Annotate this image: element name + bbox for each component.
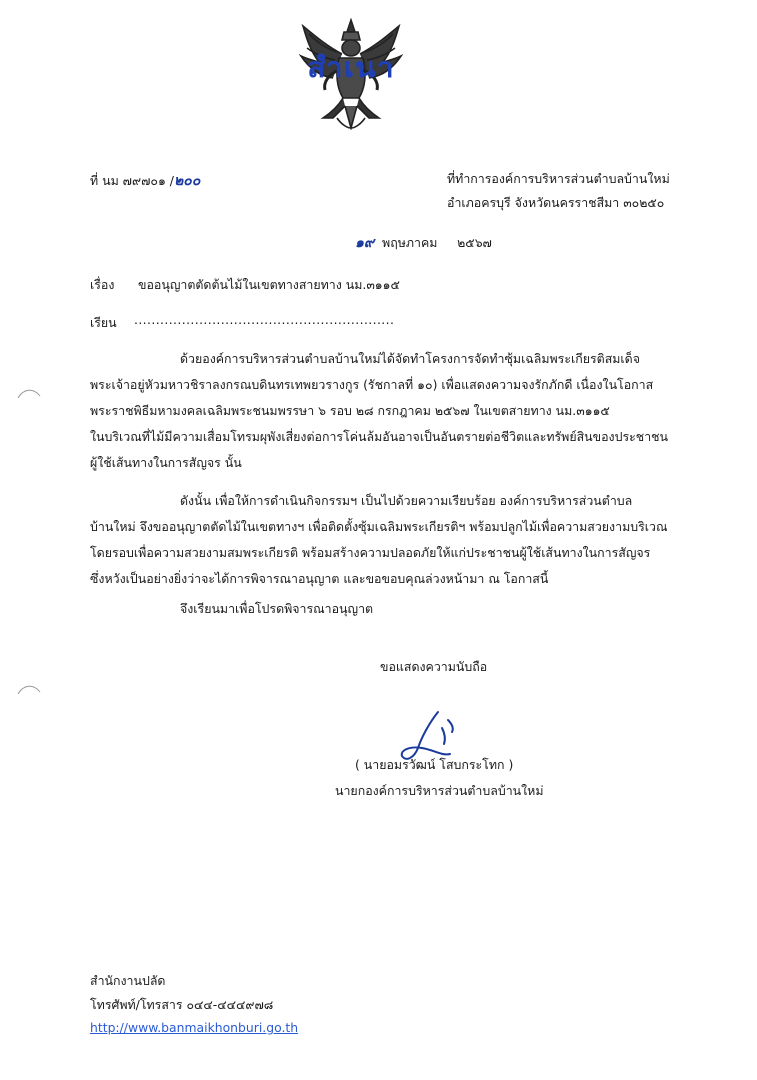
salutation-label: เรียน [90, 315, 117, 330]
sender-address-line2: อำเภอครบุรี จังหวัดนครราชสีมา ๓๐๒๕๐ [447, 195, 665, 210]
date-day-handwritten: ๑๙ [355, 235, 375, 251]
subject-label: เรื่อง [90, 277, 115, 292]
sender-address-line1: ที่ทำการองค์การบริหารส่วนตำบลบ้านใหม่ [447, 171, 670, 186]
copy-stamp: สำเนา [307, 51, 395, 84]
reference-prefix: ที่ นม ๗๙๗๐๑ / [90, 173, 174, 188]
signatory-name: ( นายอมรวัฒน์ โสบกระโทก ) [355, 757, 514, 772]
footer-phone: โทรศัพท์/โทรสาร ๐๔๔-๔๔๔๙๗๘ [90, 997, 274, 1012]
paragraph-line: ในบริเวณที่ไม้มีความเสื่อมโทรมผุพังเสี่ยงต่อการโค่นล้มอันอาจเป็นอันตรายต่อชีวิตและทรัพย์สินของประชาชน [90, 429, 669, 444]
paragraph-line: บ้านใหม่ จึงขออนุญาตตัดไม้ในเขตทางฯ เพื่อติดตั้งซุ้มเฉลิมพระเกียรติฯ พร้อมปลูกไม้เพื่อความสวยงามบริเวณ [90, 519, 668, 534]
paragraph-line: โดยรอบเพื่อความสวยงามสมพระเกียรติ พร้อมสร้างความปลอดภัยให้แก่ประชาชนผู้ใช้เส้นทางในการสัญจร [90, 545, 651, 560]
body-paragraph-2 [90, 488, 696, 592]
signatory-position: นายกองค์การบริหารส่วนตำบลบ้านใหม่ [335, 783, 544, 798]
scan-mark-icon [16, 384, 42, 402]
reference-handwritten-number: ๒๐๐ [173, 173, 201, 189]
footer-office: สำนักงานปลัด [90, 973, 166, 988]
reference-number [90, 170, 200, 192]
closing-request: จึงเรียนมาเพื่อโปรดพิจารณาอนุญาต [180, 601, 374, 616]
date-month-year: พฤษภาคม ๒๕๖๗ [382, 235, 492, 250]
paragraph-line: ด้วยองค์การบริหารส่วนตำบลบ้านใหม่ได้จัดทำโครงการจัดทำซุ้มเฉลิมพระเกียรติสมเด็จ [180, 351, 640, 366]
regards: ขอแสดงความนับถือ [380, 659, 488, 674]
paragraph-line: ซึ่งหวังเป็นอย่างยิ่งว่าจะได้การพิจารณาอนุญาต และขอขอบคุณล่วงหน้ามา ณ โอกาสนี้ [90, 571, 549, 586]
paragraph-line: ดังนั้น เพื่อให้การดำเนินกิจกรรมฯ เป็นไปด้วยความเรียบร้อย องค์การบริหารส่วนตำบล [180, 493, 633, 508]
paragraph-line: ผู้ใช้เส้นทางในการสัญจร นั้น [90, 455, 242, 470]
subject-text: ขออนุญาตตัดต้นไม้ในเขตทางสายทาง นม.๓๑๑๕ [138, 277, 400, 292]
body-paragraph-1 [90, 346, 696, 476]
paragraph-line: พระเจ้าอยู่หัวมหาวชิราลงกรณบดินทรเทพยวรางกูร (รัชกาลที่ ๑๐) เพื่อแสดงความจงรักภักดี เนื่องในโอกาส [90, 377, 654, 392]
paragraph-line: พระราชพิธีมหามงคลเฉลิมพระชนมพรรษา ๖ รอบ ๒๘ กรกฎาคม ๒๕๖๗ ในเขตสายทาง นม.๓๑๑๕ [90, 403, 610, 418]
garuda-emblem [297, 18, 405, 130]
salutation-blank: ............................................................ [134, 312, 395, 327]
scan-mark-icon [16, 680, 42, 698]
letter-date [355, 232, 492, 254]
footer-website-link[interactable]: http://www.banmaikhonburi.go.th [90, 1020, 299, 1035]
